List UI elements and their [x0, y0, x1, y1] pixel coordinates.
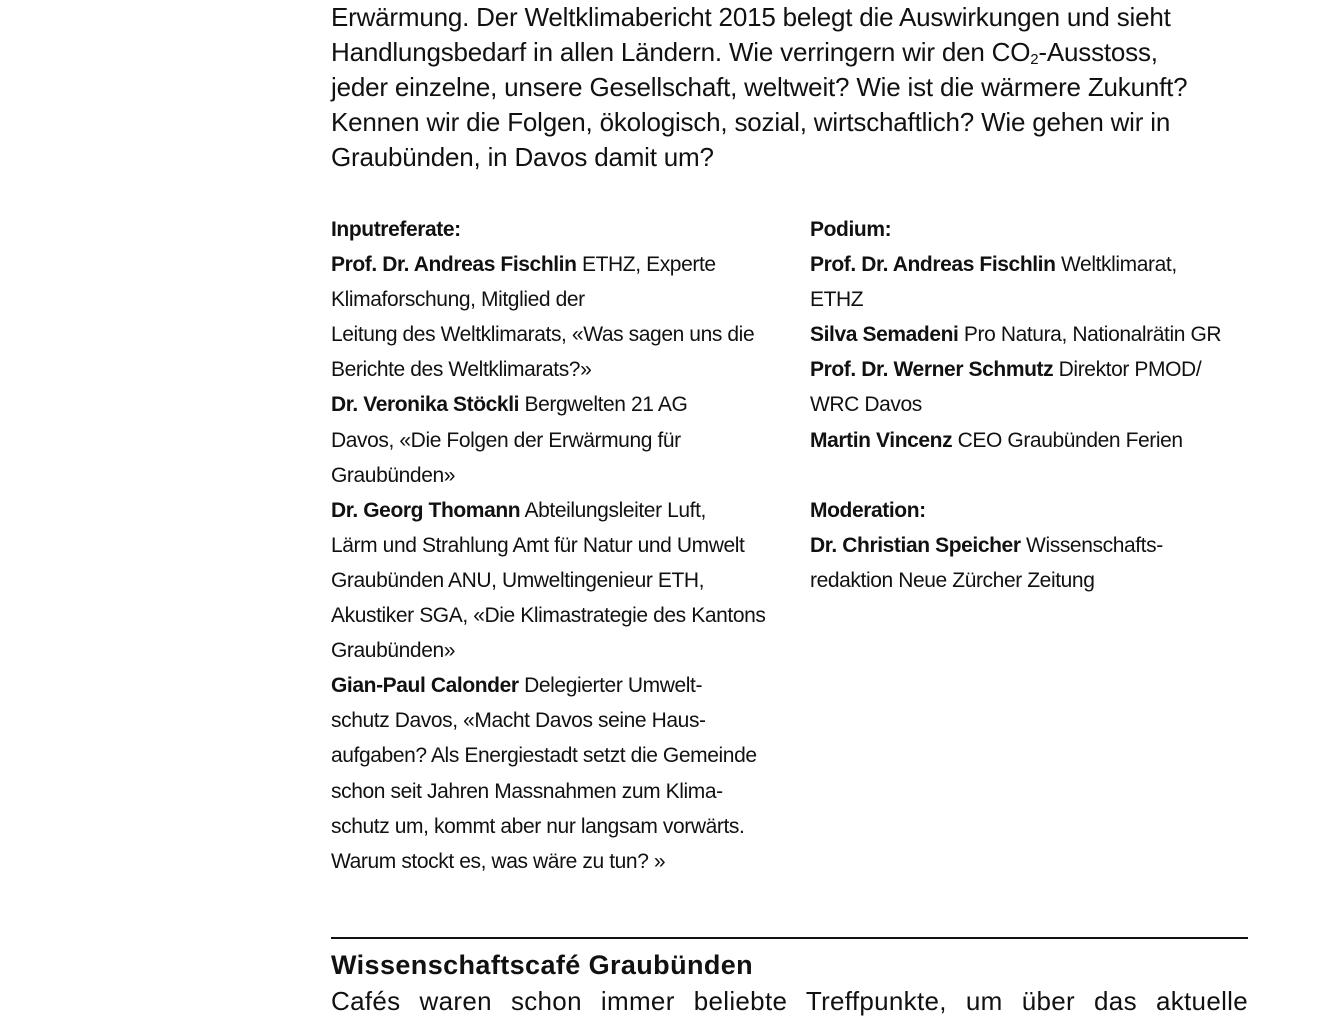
- cafe-text: Cafés waren schon immer beliebte Treffpunkte, um über das aktuelle: [331, 986, 1248, 1016]
- speaker-name: Prof. Dr. Andreas Fischlin: [331, 253, 577, 277]
- intro-line: Kennen wir die Folgen, ökologisch, sozial, wirtschaftlich? Wie gehen wir in: [331, 107, 1171, 137]
- speaker-name: Prof. Dr. Werner Schmutz: [810, 358, 1054, 382]
- intro-text: [331, 0, 1251, 175]
- moderation-heading: Moderation:: [810, 498, 926, 522]
- speaker-description: Pro Natura, Nationalrätin GR: [958, 323, 1222, 347]
- podium-heading: Podium:: [810, 218, 892, 241]
- speaker-entry: [331, 493, 771, 668]
- speaker-entry: [331, 668, 771, 879]
- cafe-title: Wissenschaftscafé Graubünden: [331, 950, 754, 980]
- intro-line: jeder einzelne, unsere Gesellschaft, weltweit? Wie ist die wärmere Zukunft?: [331, 72, 1188, 102]
- speaker-description: Bergwelten 21 AG: [519, 393, 688, 417]
- speaker-line: Graubünden»: [331, 639, 456, 663]
- speaker-description: Wissenschafts-: [1020, 533, 1163, 557]
- speaker-line: [810, 247, 1250, 282]
- intro-line: Graubünden, in Davos damit um?: [331, 142, 714, 172]
- speaker-line: redaktion Neue Zürcher Zeitung: [810, 568, 1095, 592]
- speaker-description: Abteilungsleiter Luft,: [520, 498, 706, 522]
- speaker-entry: [810, 528, 1250, 598]
- intro-line-part: Handlungsbedarf in allen Ländern. Wie verringern wir den CO: [331, 37, 1031, 67]
- speaker-line: schutz um, kommt aber nur langsam vorwärts.: [331, 814, 745, 838]
- inputreferate-list: [331, 247, 771, 879]
- speaker-line: aufgaben? Als Energiestadt setzt die Gemeinde: [331, 744, 757, 768]
- speaker-entry: [331, 247, 771, 387]
- speaker-line: [331, 387, 771, 422]
- speaker-line: [810, 423, 1250, 458]
- speaker-name: Dr. Christian Speicher: [810, 533, 1021, 557]
- speaker-line: Graubünden ANU, Umweltingenieur ETH,: [331, 568, 705, 592]
- speaker-description: ETHZ, Experte: [576, 253, 716, 277]
- speaker-description: Delegierter Umwelt-: [518, 674, 703, 698]
- speaker-entry: [331, 387, 771, 492]
- speaker-line: [810, 352, 1250, 387]
- speaker-line: Leitung des Weltklimarats, «Was sagen uns die: [331, 323, 755, 347]
- speaker-entry: [810, 317, 1250, 352]
- speaker-description: Weltklimarat,: [1055, 253, 1177, 277]
- speaker-line: schon seit Jahren Massnahmen zum Klima-: [331, 779, 723, 803]
- speaker-line: [331, 247, 771, 282]
- speaker-name: Dr. Georg Thomann: [331, 498, 521, 522]
- speaker-name: Prof. Dr. Andreas Fischlin: [810, 253, 1056, 277]
- speaker-line: Davos, «Die Folgen der Erwärmung für: [331, 428, 681, 452]
- speaker-line: Graubünden»: [331, 463, 456, 487]
- moderation-list: [810, 528, 1250, 598]
- speaker-line: schutz Davos, «Macht Davos seine Haus-: [331, 709, 706, 733]
- speaker-line: Lärm und Strahlung Amt für Natur und Umwelt: [331, 533, 745, 557]
- speaker-line: ETHZ: [810, 288, 864, 312]
- speaker-line: [810, 317, 1250, 352]
- speaker-name: Dr. Veronika Stöckli: [331, 393, 520, 417]
- inputreferate-heading: Inputreferate:: [331, 218, 461, 241]
- speaker-entry: [810, 247, 1250, 317]
- section-divider: [331, 937, 1248, 939]
- speaker-entry: [810, 423, 1250, 458]
- spacer: [810, 458, 1250, 493]
- speaker-description: Direktor PMOD/: [1053, 358, 1202, 382]
- co2-subscript: 2: [1030, 51, 1039, 68]
- podium-list: [810, 247, 1250, 458]
- speaker-line: Klimaforschung, Mitglied der: [331, 288, 585, 312]
- intro-line-part: -Ausstoss,: [1038, 37, 1158, 67]
- inputreferate-column: [331, 212, 771, 879]
- intro-line: Erwärmung. Der Weltklimabericht 2015 belegt die Auswirkungen und sieht: [331, 2, 1171, 32]
- speaker-description: CEO Graubünden Ferien: [952, 428, 1183, 452]
- intro-line: [331, 35, 1251, 70]
- speaker-line: WRC Davos: [810, 393, 922, 417]
- speaker-line: [331, 493, 771, 528]
- speaker-name: Martin Vincenz: [810, 428, 953, 452]
- speaker-line: Berichte des Weltklimarats?»: [331, 358, 592, 382]
- speaker-line: [810, 528, 1250, 563]
- speaker-entry: [810, 352, 1250, 422]
- speaker-name: Gian-Paul Calonder: [331, 674, 519, 698]
- podium-column: [810, 212, 1250, 598]
- speaker-name: Silva Semadeni: [810, 323, 959, 347]
- speaker-line: Akustiker SGA, «Die Klimastrategie des Kantons: [331, 604, 766, 628]
- speaker-line: [331, 668, 771, 703]
- speaker-line: Warum stockt es, was wäre zu tun? »: [331, 849, 666, 873]
